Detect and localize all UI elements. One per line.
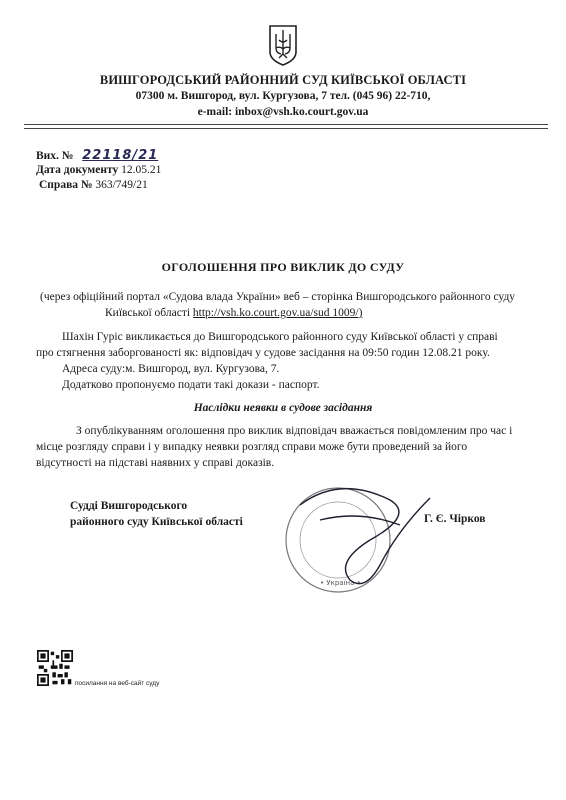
summons-line-1: Шахін Гуріс викликається до Вишгородського районного суду Київської області у справі [62,331,498,343]
outgoing-number-row [36,148,158,163]
judge-position-line-2: районного суду Київської області [70,516,243,528]
case-number-row [39,179,148,191]
document-date-value: 12.05.21 [121,164,162,176]
evidence-line: Додатково пропонуємо подати такі докази - паспорт. [62,379,320,391]
judge-name: Г. Є. Чірков [424,513,486,525]
case-number-label: Справа № [39,179,93,191]
header-rule-bottom [24,128,548,129]
judge-position [70,498,243,530]
case-number-value: 363/749/21 [95,179,148,191]
outgoing-number-label: Вих. № [36,150,74,162]
court-name: ВИШГОРОДСЬКИЙ РАЙОННИЙ СУД КИЇВСЬКОЇ ОБЛАСТІ [99,73,467,87]
summons-line-2: про стягнення заборгованості як: відповідач у судове засідання на 09:50 годин 12.08.21 року. [36,347,490,359]
document-date-label: Дата документу [36,164,119,176]
outgoing-number-value: 22118/21 [82,148,159,163]
judge-position-line-1: Судді Вишгородського [70,500,188,512]
notice-title: ОГОЛОШЕННЯ ПРО ВИКЛИК ДО СУДУ [161,260,405,274]
trident-coat-of-arms-icon [268,24,298,66]
consequences-line-3: відсутності на підставі наявних у справі доказів. [36,457,275,469]
seal-and-signature [280,470,440,610]
consequences-title: Наслідки неявки в судове засідання [193,402,373,414]
portal-line-2 [105,306,362,322]
qr-caption: посилання на веб-сайт суду [75,680,160,687]
court-website-link[interactable]: http://vsh.ko.court.gov.ua/sud 1009/) [192,307,363,319]
consequences-line-1: З опублікуванням оголошення про виклик відповідач вважається повідомленим про час і [76,425,513,437]
seal-text: • Україна • [320,579,361,587]
court-email: e-mail: inbox@vsh.ko.court.gov.ua [197,106,369,118]
coat-of-arms-emblem [268,24,298,66]
portal-line-2-prefix: Київської області [105,307,193,319]
court-address-line: Адреса суду:м. Вишгород, вул. Кургузова, 7. [62,363,280,375]
court-seal-inner [300,502,376,578]
consequences-line-2: місце розгляду справи і у випадку неявки розгляд справи може бути проведений за його [36,441,468,453]
court-address: 07300 м. Вишгород, вул. Кургузова, 7 тел. (045 96) 22-710, [135,90,431,102]
qr-code-icon[interactable] [37,650,73,686]
handwritten-signature [300,489,430,584]
header-rule-top [24,124,548,125]
document-date-row [36,164,161,176]
portal-line-1: (через офіційний портал «Судова влада України» веб – сторінка Вишгородського районного суду [40,291,516,303]
